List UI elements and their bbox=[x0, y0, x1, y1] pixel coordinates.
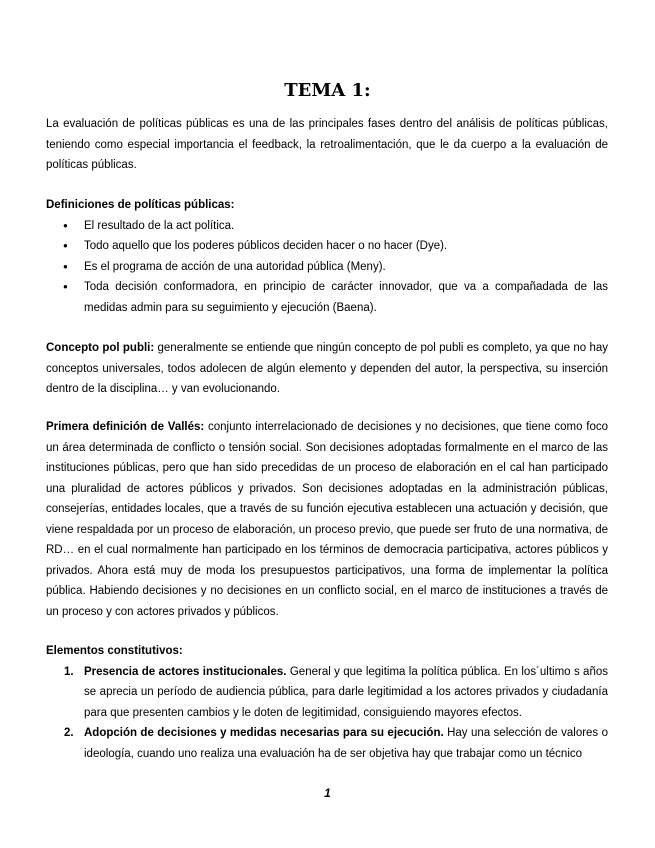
item-text: General y que legitima la política pública. En los´ultimo s años se aprecia un período de audiencia pública, para darle legitimidad a los actores privados y ciudadanía para que presenten cambios y le doten de legitimidad, consiguiendo mayores efectos. bbox=[84, 665, 608, 719]
list-item: ● Todo aquello que los poderes públicos deciden hacer o no hacer (Dye). bbox=[46, 236, 608, 257]
item-label: Presencia de actores institucionales. bbox=[84, 665, 287, 678]
definitions-section bbox=[46, 195, 608, 318]
elementos-list bbox=[46, 662, 608, 765]
valles-text: conjunto interrelacionado de decisiones y no decisiones, que tiene como foco un área determinada de conflicto o tensión social. Son decisiones adoptadas formalmente en el marco de las instituciones públicas, pero que han sido precedidas de un proceso de elaboración en el cal han participado una pluralidad de actores públicos y privados. Son decisiones adoptadas en la administración públicas, consejerías, entidades locales, que a través de su función ejecutiva establecen una actuación y decisión, que viene respaldada por un proceso de elaboración, un proceso previo, que puede ser fruto de una normativa, de RD… en el cual normalmente han participado en los términos de democracia participativa, actores públicos y privados. Ahora está muy de moda los presupuestos participativos, una forma de implementar la política pública. Habiendo decisiones y no decisiones en un conflicto social, en el marco de instituciones a través de un proceso y con actores privados y públicos. bbox=[46, 421, 608, 618]
item-number: 1. bbox=[64, 665, 74, 678]
elementos-heading: Elementos constitutivos: bbox=[46, 645, 183, 657]
item-number: 2. bbox=[64, 727, 74, 739]
definitions-list bbox=[46, 216, 608, 319]
list-item bbox=[46, 662, 608, 724]
valles-paragraph bbox=[46, 417, 608, 622]
item-label: Adopción de decisiones y medidas necesarias para su ejecución. bbox=[84, 727, 444, 739]
elementos-section bbox=[46, 641, 608, 764]
intro-text: La evaluación de políticas públicas es una de las principales fases dentro del análisis de políticas públicas, teniendo como especial importancia el feedback, la retroalimentación, que le da cuerpo a la evaluación de políticas públicas. bbox=[46, 118, 608, 171]
intro-paragraph bbox=[46, 114, 608, 176]
item-text: Hay una selección de valores o ideología, cuando uno realiza una evaluación ha de ser objetiva hay que trabajar como un técnico bbox=[84, 727, 608, 760]
concepto-paragraph bbox=[46, 338, 608, 400]
list-item: ● Es el programa de acción de una autoridad pública (Meny). bbox=[46, 257, 608, 278]
list-item bbox=[46, 723, 608, 764]
list-item: ● Toda decisión conformadora, en principio de carácter innovador, que va a compañadada de las medidas admin para su seguimiento y ejecución (Baena). bbox=[46, 277, 608, 318]
valles-label: Primera definición de Vallés: bbox=[46, 421, 205, 433]
definitions-heading: Definiciones de políticas públicas: bbox=[46, 199, 235, 211]
concepto-label: Concepto pol publi: bbox=[46, 342, 155, 354]
list-item: ● El resultado de la act política. bbox=[46, 216, 608, 237]
page-title: TEMA 1: bbox=[284, 80, 371, 101]
page-number: 1 bbox=[324, 786, 331, 800]
concepto-text: generalmente se entiende que ningún concepto de pol publi es completo, ya que no hay conceptos universales, todos adolecen de algún elemento y dependen del autor, la perspectiva, su inserción dentro de la disciplina… y van evolucionando. bbox=[46, 342, 609, 395]
